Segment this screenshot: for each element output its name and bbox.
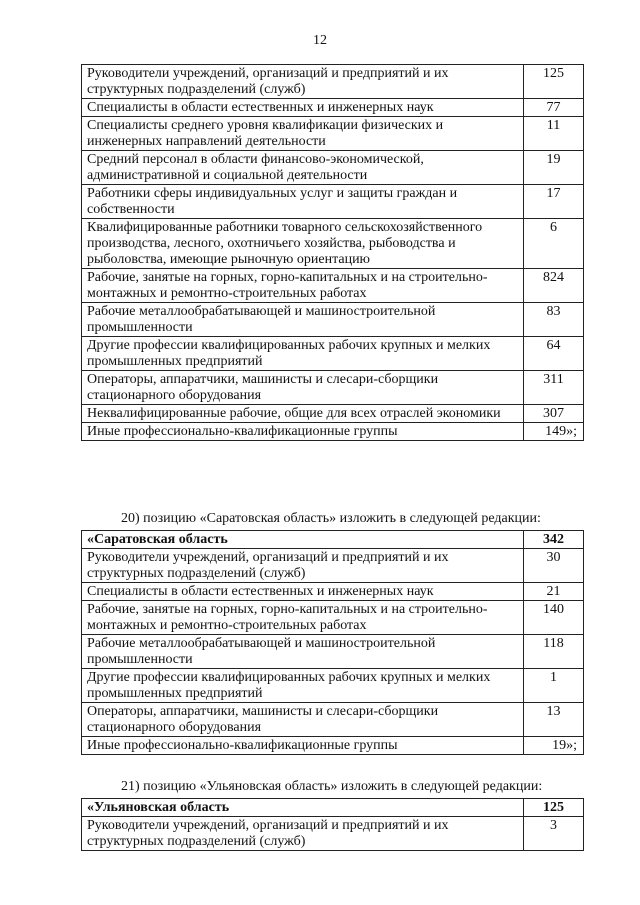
table-row xyxy=(82,583,584,601)
row-label: Операторы, аппаратчики, машинисты и слесари-сборщики стационарного оборудования xyxy=(82,703,524,737)
row-value: 311 xyxy=(524,371,584,405)
row-label: Иные профессионально-квалификационные группы xyxy=(82,423,524,441)
row-value: 17 xyxy=(524,185,584,219)
occupation-table-continued xyxy=(81,64,584,441)
row-value: 30 xyxy=(524,549,584,583)
amendment-paragraph-21: 21) позицию «Ульяновская область» изложить в следующей редакции: xyxy=(121,779,543,794)
table-row xyxy=(82,151,584,185)
row-value: 11 xyxy=(524,117,584,151)
row-label: Рабочие металлообрабатывающей и машиностроительной промышленности xyxy=(82,635,524,669)
row-value: 140 xyxy=(524,601,584,635)
row-label: Работники сферы индивидуальных услуг и защиты граждан и собственности xyxy=(82,185,524,219)
row-label: Руководители учреждений, организаций и предприятий и их структурных подразделений (служб) xyxy=(82,65,524,99)
row-value: 83 xyxy=(524,303,584,337)
region-name: «Ульяновская область xyxy=(82,799,524,817)
table-row xyxy=(82,337,584,371)
row-value: 19 xyxy=(524,151,584,185)
table-row xyxy=(82,423,584,441)
table-row xyxy=(82,601,584,635)
table-header-row xyxy=(82,531,584,549)
row-label: Иные профессионально-квалификационные группы xyxy=(82,737,524,755)
table-row xyxy=(82,549,584,583)
row-value: 824 xyxy=(524,269,584,303)
row-value: 6 xyxy=(524,219,584,269)
row-value: 307 xyxy=(524,405,584,423)
table-row xyxy=(82,269,584,303)
row-value: 3 xyxy=(524,817,584,851)
row-label: Операторы, аппаратчики, машинисты и слесари-сборщики стационарного оборудования xyxy=(82,371,524,405)
table-row xyxy=(82,669,584,703)
table-row xyxy=(82,219,584,269)
row-value: 149»; xyxy=(524,423,584,441)
row-label: Рабочие металлообрабатывающей и машиностроительной промышленности xyxy=(82,303,524,337)
row-label: Квалифицированные работники товарного сельскохозяйственного производства, лесного, охотничьего хозяйства, рыбоводства и рыболовства, имеющие рыночную ориентацию xyxy=(82,219,524,269)
table-row xyxy=(82,405,584,423)
row-label: Специалисты в области естественных и инженерных наук xyxy=(82,583,524,601)
region-total: 342 xyxy=(524,531,584,549)
row-label: Неквалифицированные рабочие, общие для всех отраслей экономики xyxy=(82,405,524,423)
row-label: Руководители учреждений, организаций и предприятий и их структурных подразделений (служб) xyxy=(82,817,524,851)
table-row xyxy=(82,817,584,851)
table-row xyxy=(82,303,584,337)
table-header-row xyxy=(82,799,584,817)
row-label: Другие профессии квалифицированных рабочих крупных и мелких промышленных предприятий xyxy=(82,337,524,371)
row-value: 1 xyxy=(524,669,584,703)
amendment-paragraph-20: 20) позицию «Саратовская область» изложить в следующей редакции: xyxy=(121,511,541,526)
table-row xyxy=(82,371,584,405)
table-row xyxy=(82,117,584,151)
row-value: 118 xyxy=(524,635,584,669)
table-row xyxy=(82,65,584,99)
row-label: Рабочие, занятые на горных, горно-капитальных и на строительно-монтажных и ремонтно-строительных работах xyxy=(82,269,524,303)
table-row xyxy=(82,635,584,669)
region-total: 125 xyxy=(524,799,584,817)
row-label: Средний персонал в области финансово-экономической, административной и социальной деятельности xyxy=(82,151,524,185)
row-label: Другие профессии квалифицированных рабочих крупных и мелких промышленных предприятий xyxy=(82,669,524,703)
row-label: Специалисты среднего уровня квалификации физических и инженерных направлений деятельности xyxy=(82,117,524,151)
region-name: «Саратовская область xyxy=(82,531,524,549)
row-value: 77 xyxy=(524,99,584,117)
ulyanovsk-region-table xyxy=(81,798,584,851)
row-value: 21 xyxy=(524,583,584,601)
table-row xyxy=(82,703,584,737)
saratov-region-table xyxy=(81,530,584,755)
page-number: 12 xyxy=(313,33,327,48)
row-label: Специалисты в области естественных и инженерных наук xyxy=(82,99,524,117)
table-row xyxy=(82,737,584,755)
table-row xyxy=(82,185,584,219)
row-value: 13 xyxy=(524,703,584,737)
row-value: 19»; xyxy=(524,737,584,755)
row-label: Рабочие, занятые на горных, горно-капитальных и на строительно-монтажных и ремонтно-строительных работах xyxy=(82,601,524,635)
table-row xyxy=(82,99,584,117)
row-value: 125 xyxy=(524,65,584,99)
row-label: Руководители учреждений, организаций и предприятий и их структурных подразделений (служб) xyxy=(82,549,524,583)
row-value: 64 xyxy=(524,337,584,371)
